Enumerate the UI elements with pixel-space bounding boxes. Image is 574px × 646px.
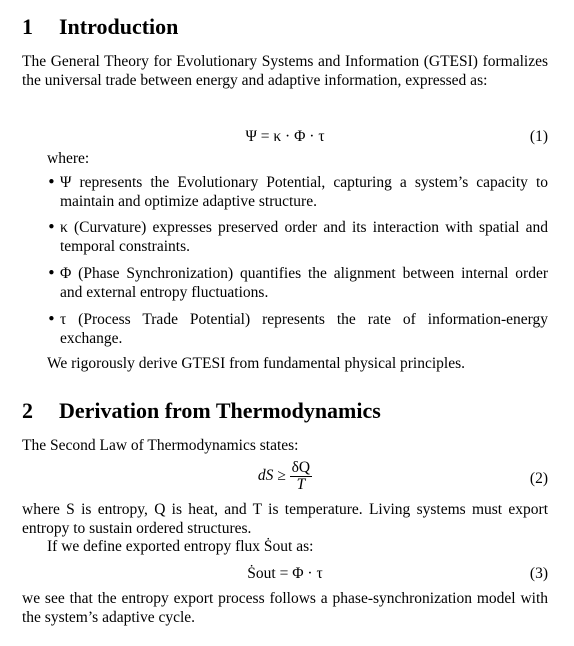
second-law-intro: The Second Law of Thermodynamics states: — [22, 437, 299, 454]
equation-3 — [22, 565, 548, 583]
equation-3-number: (3) — [529, 565, 548, 582]
bullet-icon: • — [47, 310, 56, 328]
bullet-icon: • — [47, 264, 56, 282]
equation-1-number: (1) — [529, 128, 548, 145]
bullet-icon: • — [47, 218, 56, 236]
entropy-explanation: where S is entropy, Q is heat, and T is temperature. Living systems must export entropy to sustain ordered structures. — [22, 501, 548, 537]
equation-3-expression: Ṡout = Φ · τ — [247, 565, 323, 582]
equation-2-expression — [22, 460, 548, 493]
equation-2-denominator: T — [296, 476, 306, 493]
bullet-icon: • — [47, 173, 56, 191]
list-item-text: Φ (Phase Synchronization) quantifies the alignment between internal order and external entropy fluctuations. — [60, 265, 548, 301]
equation-2-lhs: dS ≥ — [257, 467, 286, 485]
list-item-text: κ (Curvature) expresses preserved order and its interaction with spatial and temporal constraints. — [60, 219, 548, 255]
equation-1 — [22, 128, 548, 146]
conclusion-paragraph: we see that the entropy export process follows a phase-synchronization model with the system’s adaptive cycle. — [22, 590, 548, 626]
where-label: where: — [47, 150, 90, 167]
section-2-title: Derivation from Thermodynamics — [59, 398, 381, 423]
equation-2 — [22, 458, 548, 498]
section-2-number: 2 — [22, 398, 33, 423]
equation-2-fraction — [290, 460, 313, 493]
section-1-number: 1 — [22, 14, 33, 39]
equation-1-expression: Ψ = κ · Φ · τ — [245, 128, 325, 145]
equation-2-numerator: δQ — [291, 459, 311, 476]
section-1-heading — [22, 14, 178, 40]
intro-paragraph: The General Theory for Evolutionary Systems and Information (GTESI) formalizes the universal trade between energy and adaptive information, expressed as: — [22, 53, 548, 89]
equation-2-number: (2) — [529, 470, 548, 487]
list-item-text: τ (Process Trade Potential) represents the rate of information-energy exchange. — [60, 311, 548, 347]
section-1-title: Introduction — [59, 14, 179, 39]
closing-paragraph: We rigorously derive GTESI from fundamental physical principles. — [47, 355, 466, 372]
flux-definition-intro: If we define exported entropy flux Ṡout as: — [47, 538, 314, 555]
list-item-text: Ψ represents the Evolutionary Potential, capturing a system’s capacity to maintain and optimize adaptive structure. — [60, 174, 548, 210]
section-2-heading — [22, 398, 381, 424]
